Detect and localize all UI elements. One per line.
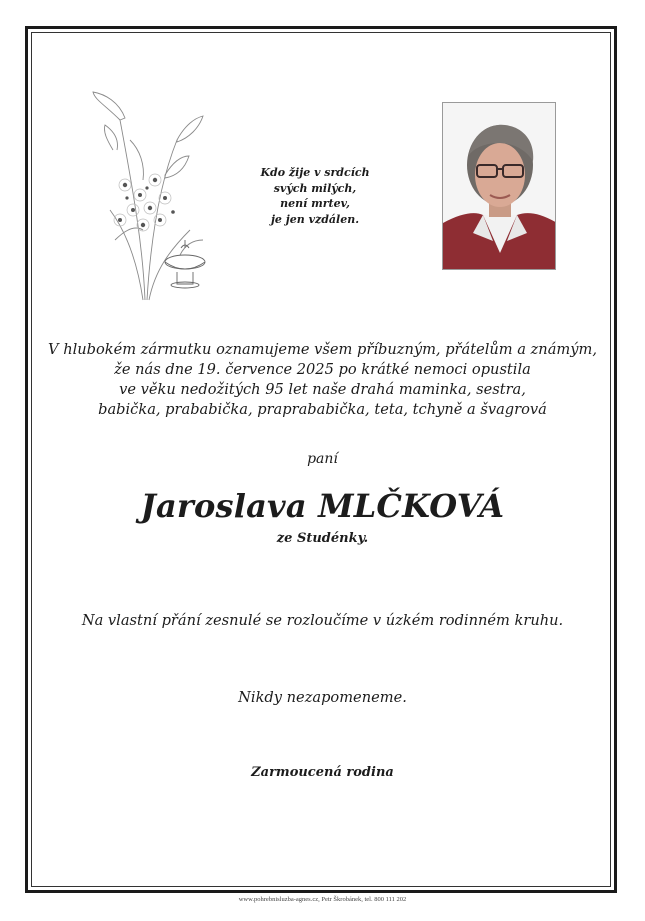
deceased-name: Jaroslava MLČKOVÁ — [140, 487, 505, 525]
quote-line: Kdo žije v srdcích — [260, 166, 370, 179]
deceased-origin: ze Studénky. — [276, 531, 369, 546]
announcement-line: že nás dne 19. července 2025 po krátké nemoci opustila — [114, 361, 531, 378]
deceased-portrait-photo — [442, 102, 556, 270]
farewell-notice: Na vlastní přání zesnulé se rozloučíme v úzkém rodinném kruhu. — [81, 612, 564, 629]
funeral-service-footer: www.pohrebnisluzba-agnes.cz, Petr Škrobánek, tel. 800 111 202 — [238, 896, 407, 903]
announcement-line: babička, prababička, praprababička, teta, tchyně a švagrová — [98, 401, 547, 418]
quote-line: svých milých, — [273, 181, 357, 195]
closing-line: Nikdy nezapomeneme. — [238, 689, 407, 706]
quote-line: je jen vzdálen. — [270, 212, 360, 226]
honorific: paní — [307, 451, 338, 467]
announcement-text — [40, 340, 605, 420]
announcement-line: ve věku nedožitých 95 let naše drahá maminka, sestra, — [119, 381, 526, 398]
memorial-quote — [245, 165, 385, 227]
quote-line: není mrtev, — [280, 197, 350, 210]
calla-lily-bouquet-icon — [85, 80, 225, 310]
announcement-line: V hlubokém zármutku oznamujeme všem příbuzným, přátelům a známým, — [48, 341, 597, 358]
family-signature: Zarmoucená rodina — [251, 765, 394, 780]
